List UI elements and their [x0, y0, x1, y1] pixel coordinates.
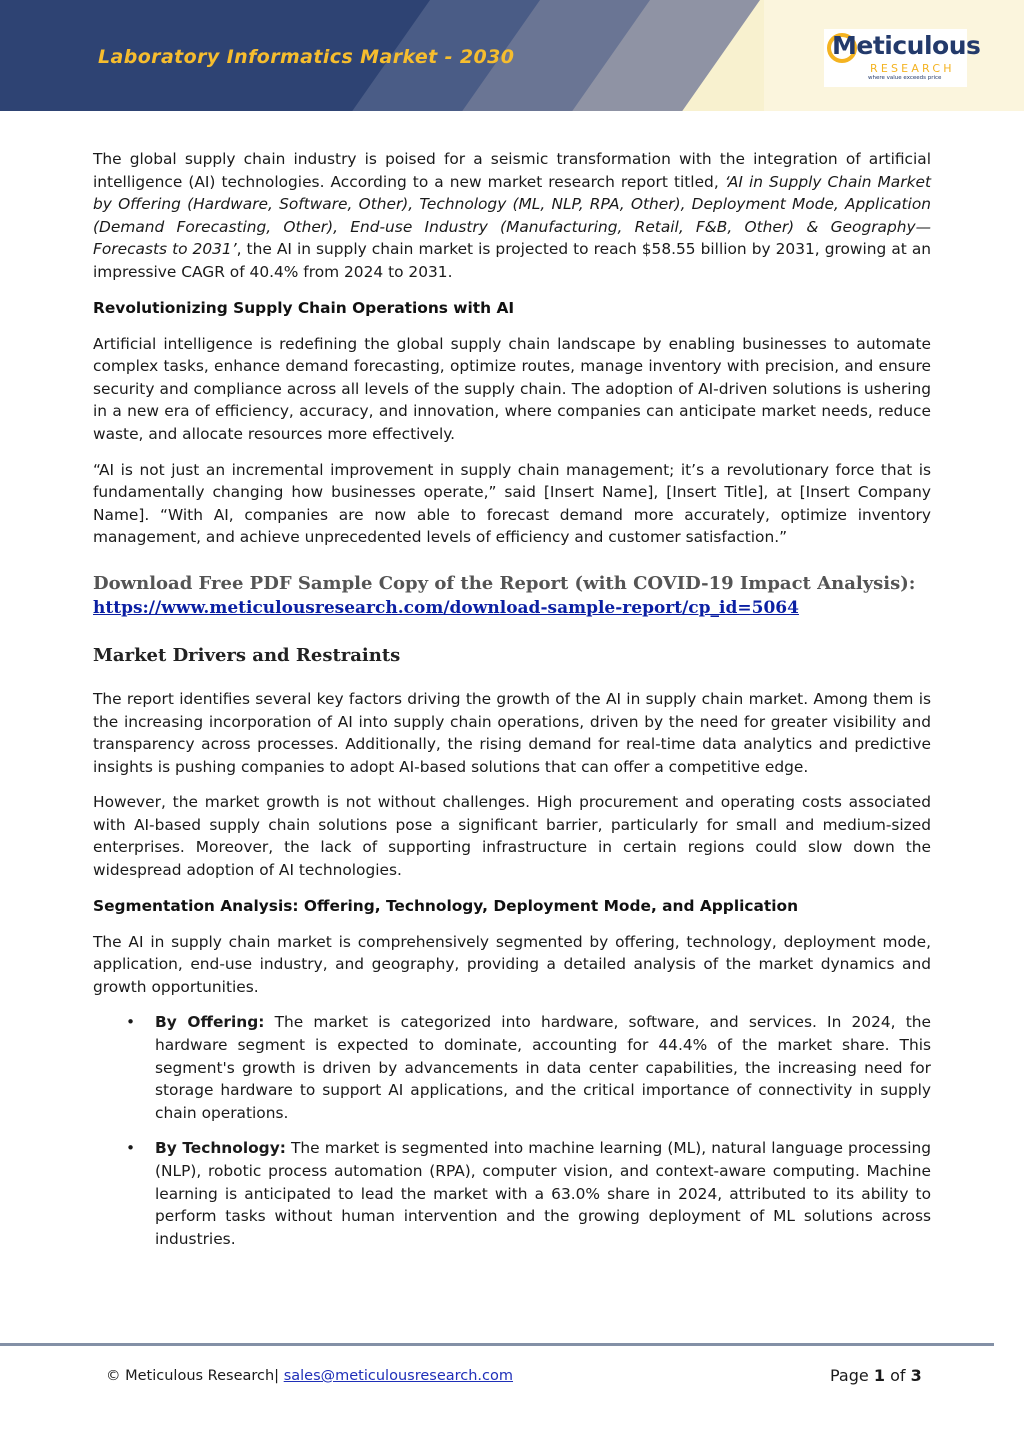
document-body	[93, 148, 931, 1263]
company-logo	[824, 29, 981, 87]
paragraph-segmentation: The AI in supply chain market is comprehensively segmented by offering, technology, deployment mode, application, end-use industry, and geography, providing a detailed analysis of the market dynamics and growth opportunities.	[93, 932, 931, 996]
bullet-icon: •	[126, 1013, 136, 1032]
download-label: Download Free PDF Sample Copy of the Report (with COVID-19 Impact Analysis):	[93, 572, 916, 594]
copyright-text: © Meticulous Research|	[106, 1368, 280, 1384]
bullet-label: By Technology:	[155, 1139, 286, 1158]
page-word: Page	[830, 1366, 869, 1385]
of-word: of	[890, 1366, 906, 1385]
footer-email-link[interactable]: sales@meticulousresearch.com	[283, 1368, 514, 1384]
footer-copyright	[106, 1368, 513, 1384]
report-title: ‘AI in Supply Chain Market by Offering (Hardware, Software, Other), Technology (ML, NLP, RPA, Other), Deployment Mode, Application (Demand Forecasting, Other), End-use Industry (Manufacturing, Retail, F&B, Other) & Geography—Forecasts to 2031’	[93, 172, 931, 259]
logo-subtitle: RESEARCH	[870, 62, 955, 75]
bullet-text: The market is categorized into hardware, software, and services. In 2024, the hardware segment is expected to dominate, accounting for 44.4% of the market share. This segment's growth is driven by advancements in data center capabilities, the increasing need for storage hardware to support AI applications, and the critical importance of connectivity in supply chain operations.	[155, 1013, 931, 1122]
segmentation-list	[93, 1011, 931, 1250]
page-total: 3	[910, 1366, 922, 1385]
footer-divider	[0, 1343, 994, 1346]
paragraph-restraints: However, the market growth is not without challenges. High procurement and operating costs associated with AI-based supply chain solutions pose a significant barrier, particularly for small and medium-sized enterprises. Moreover, the lack of supporting infrastructure in certain regions could slow down the widespread adoption of AI technologies.	[93, 793, 931, 880]
header-banner	[0, 0, 1024, 111]
header-title: Laboratory Informatics Market - 2030	[98, 46, 515, 68]
list-item	[93, 1137, 931, 1250]
page-number	[830, 1366, 922, 1385]
paragraph-ai-redefining: Artificial intelligence is redefining the global supply chain landscape by enabling businesses to automate complex tasks, enhance demand forecasting, optimize routes, manage inventory with precision, and ensure security and compliance across all levels of the supply chain. The adoption of AI-driven solutions is ushering in a new era of efficiency, accuracy, and innovation, where companies can anticipate market needs, reduce waste, and allocate resources more effectively.	[93, 334, 931, 443]
bullet-label: By Offering:	[155, 1013, 265, 1032]
paragraph-drivers: The report identifies several key factors driving the growth of the AI in supply chain market. Among them is the increasing incorporation of AI into supply chain operations, driven by the need for greater visibility and transparency across processes. Additionally, the rising demand for real-time data analytics and predictive insights is pushing companies to adopt AI-based solutions that can offer a competitive edge.	[93, 689, 931, 776]
intro-paragraph	[93, 148, 931, 284]
intro-text: The global supply chain industry is poised for a seismic transformation with the integration of artificial intelligence (AI) technologies. According to a new market research report titled,	[93, 150, 931, 191]
logo-tagline: where value exceeds price	[868, 75, 942, 81]
intro-text-end: , the AI in supply chain market is projected to reach $58.55 billion by 2031, growing at an impressive CAGR of 40.4% from 2024 to 2031.	[93, 240, 932, 281]
logo-name: Meticulous	[832, 31, 981, 60]
download-sample-link[interactable]: https://www.meticulousresearch.com/download-sample-report/cp_id=5064	[93, 597, 799, 618]
section-heading-revolutionizing: Revolutionizing Supply Chain Operations with AI	[93, 298, 515, 317]
paragraph-quote: “AI is not just an incremental improvement in supply chain management; it’s a revolutionary force that is fundamentally changing how businesses operate,” said [Insert Name], [Insert Title], at [Insert Company Name]. “With AI, companies are now able to forecast demand more accurately, optimize inventory management, and achieve unprecedented levels of efficiency and customer satisfaction.”	[93, 460, 931, 547]
bullet-icon: •	[126, 1139, 136, 1158]
list-item	[93, 1011, 931, 1124]
bullet-text: The market is segmented into machine learning (ML), natural language processing (NLP), robotic process automation (RPA), computer vision, and context-aware computing. Machine learning is anticipated to lead the market with a 63.0% share in 2024, attributed to its ability to perform tasks without human intervention and the growing deployment of ML solutions across industries.	[155, 1139, 931, 1248]
download-sample-block	[93, 571, 931, 621]
page-current: 1	[873, 1366, 885, 1385]
section-heading-segmentation: Segmentation Analysis: Offering, Technology, Deployment Mode, and Application	[93, 896, 799, 915]
section-heading-drivers: Market Drivers and Restraints	[93, 644, 401, 666]
